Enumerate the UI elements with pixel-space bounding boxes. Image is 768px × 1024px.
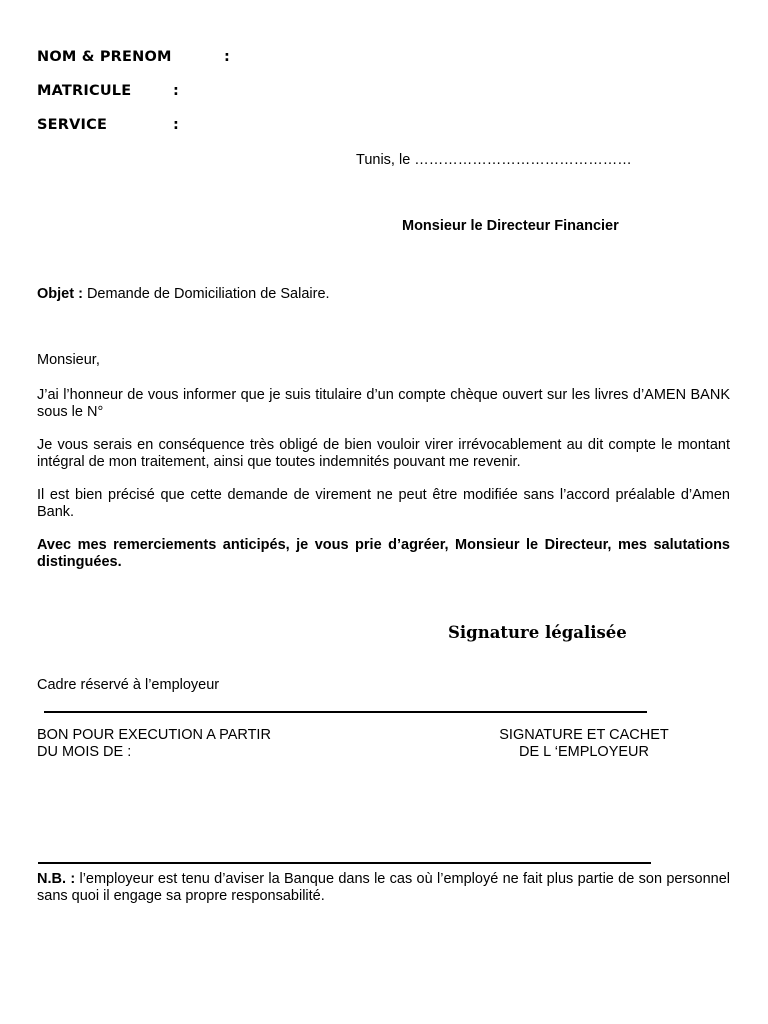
matricule-colon: : [173, 83, 179, 99]
note-top-divider [38, 862, 651, 864]
note-label: N.B. : [37, 871, 76, 887]
subject-label: Objet : [37, 286, 83, 302]
employer-top-divider [44, 711, 647, 713]
service-colon: : [173, 117, 179, 133]
paragraph-transfer: Je vous serais en conséquence très obligé de bien vouloir virer irrévocablement au dit compte le montant intégral de mon traitement, ainsi que toutes indemnités pouvant me revenir. [37, 437, 730, 470]
paragraph-agreement: Il est bien précisé que cette demande de virement ne peut être modifiée sans l’accord préalable d’Amen Bank. [37, 487, 730, 520]
note [37, 871, 730, 905]
service-label: SERVICE [37, 117, 108, 133]
note-text: l’employeur est tenu d’aviser la Banque dans le cas où l’employé ne fait plus partie de son personnel sans quoi il engage sa propre responsabilité. [37, 871, 731, 904]
place-date [356, 152, 632, 169]
execution-line-2: DU MOIS DE : [37, 744, 132, 760]
signature-title: Signature légalisée [448, 623, 627, 642]
execution-line-1: BON POUR EXECUTION A PARTIR [37, 727, 271, 743]
place-date-dots: ……………………………………… [414, 152, 632, 168]
matricule-label: MATRICULE [37, 83, 132, 99]
execution-block [37, 727, 271, 761]
name-colon: : [224, 49, 230, 65]
employer-section-title: Cadre réservé à l’employeur [37, 677, 220, 693]
closing-salutation: Avec mes remerciements anticipés, je vous prie d’agréer, Monsieur le Directeur, mes salutations distinguées. [37, 537, 730, 570]
place-date-text: Tunis, le [356, 152, 411, 168]
employer-signature-line-2: DE L ‘EMPLOYEUR [519, 744, 649, 760]
subject-text: Demande de Domiciliation de Salaire. [82, 286, 330, 302]
paragraph-account: J’ai l’honneur de vous informer que je suis titulaire d’un compte chèque ouvert sur les livres d’AMEN BANK sous le N° [37, 387, 730, 420]
recipient: Monsieur le Directeur Financier [402, 218, 619, 234]
name-label: NOM & PRENOM [37, 49, 172, 65]
employer-signature-block [464, 727, 704, 761]
employer-signature-line-1: SIGNATURE ET CACHET [499, 727, 669, 743]
greeting: Monsieur, [37, 352, 100, 368]
subject [37, 286, 330, 303]
